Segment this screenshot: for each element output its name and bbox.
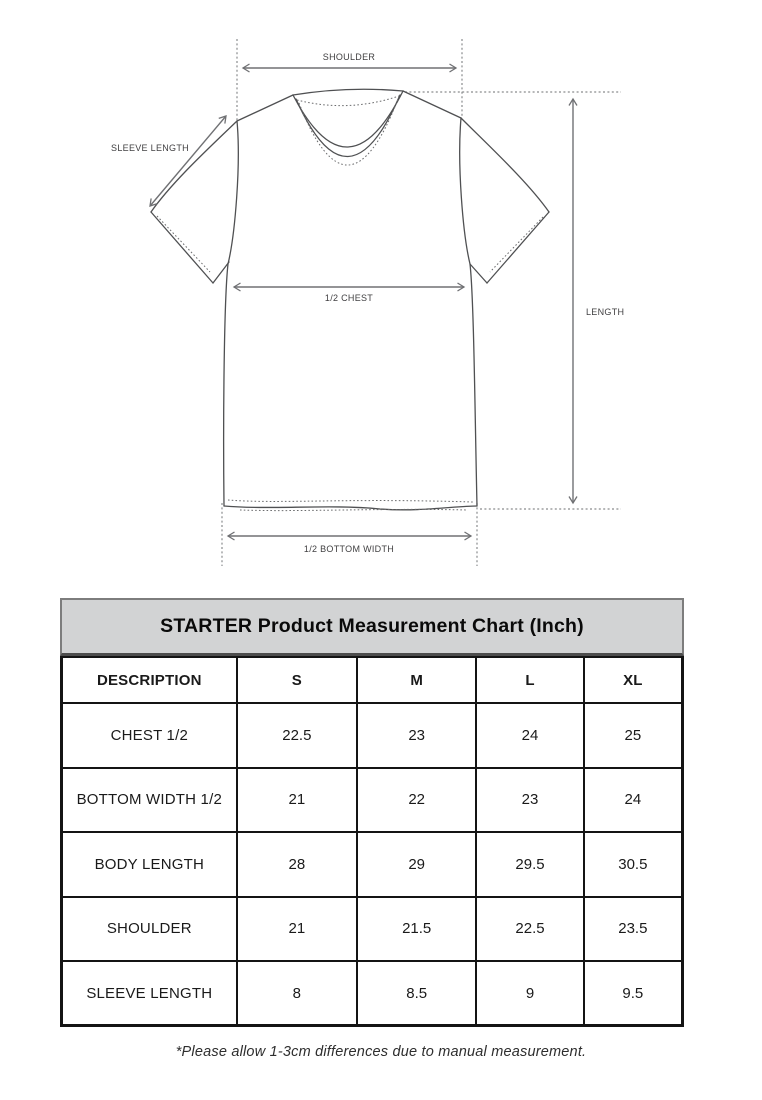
stitch-hem-lower xyxy=(240,509,468,510)
cell-value: 9.5 xyxy=(584,961,683,1026)
half-chest-label: 1/2 CHEST xyxy=(324,293,374,303)
cell-value: 22.5 xyxy=(237,703,357,768)
cell-value: 8.5 xyxy=(357,961,476,1026)
stitch-hem-upper xyxy=(228,500,473,502)
sleeve-length-arrow xyxy=(150,116,226,206)
measurement-table xyxy=(60,656,684,1027)
stitch-lines xyxy=(157,96,543,511)
cell-value: 21.5 xyxy=(357,897,476,962)
cell-value: 22.5 xyxy=(476,897,583,962)
table-row-sleeve-length xyxy=(62,961,683,1026)
body-side-left xyxy=(224,121,239,506)
cell-value: 29.5 xyxy=(476,832,583,897)
col-header-s: S xyxy=(237,657,357,703)
guide-lines xyxy=(222,39,621,566)
table-row-bottom-width xyxy=(62,768,683,833)
sleeve-right-opening xyxy=(487,212,549,283)
table-row-body-length xyxy=(62,832,683,897)
stitch-collar-back xyxy=(297,96,399,106)
shoulder-seam-left xyxy=(237,95,293,121)
row-label: SHOULDER xyxy=(62,897,237,962)
table-title: STARTER Product Measurement Chart (Inch) xyxy=(60,598,684,656)
col-header-xl: XL xyxy=(584,657,683,703)
cell-value: 24 xyxy=(584,768,683,833)
cell-value: 8 xyxy=(237,961,357,1026)
cell-value: 24 xyxy=(476,703,583,768)
shoulder-seam-right xyxy=(403,91,461,118)
cell-value: 9 xyxy=(476,961,583,1026)
collar-front-outer xyxy=(293,91,403,147)
cell-value: 28 xyxy=(237,832,357,897)
length-label: LENGTH xyxy=(586,307,625,317)
stitch-sleeve-right xyxy=(490,217,543,272)
cell-value: 23 xyxy=(357,703,476,768)
cell-value: 21 xyxy=(237,768,357,833)
stitch-sleeve-left xyxy=(157,216,210,272)
cell-value: 30.5 xyxy=(584,832,683,897)
sleeve-right-underarm xyxy=(470,264,487,283)
sleeve-right-outer xyxy=(461,118,549,212)
col-header-description: DESCRIPTION xyxy=(62,657,237,703)
col-header-m: M xyxy=(357,657,476,703)
collar-back-top xyxy=(293,89,403,95)
col-header-l: L xyxy=(476,657,583,703)
cell-value: 23.5 xyxy=(584,897,683,962)
shoulder-label: SHOULDER xyxy=(322,52,376,62)
row-label: SLEEVE LENGTH xyxy=(62,961,237,1026)
footnote-area xyxy=(0,1043,762,1061)
sleeve-left-outer xyxy=(151,121,237,212)
body-side-right xyxy=(460,118,477,506)
table-row-shoulder xyxy=(62,897,683,962)
cell-value: 22 xyxy=(357,768,476,833)
cell-value: 29 xyxy=(357,832,476,897)
table-row-chest xyxy=(62,703,683,768)
row-label: BOTTOM WIDTH 1/2 xyxy=(62,768,237,833)
cell-value: 25 xyxy=(584,703,683,768)
footnote: *Please allow 1-3cm differences due to manual measurement. xyxy=(175,1044,587,1060)
half-bottom-width-label: 1/2 BOTTOM WIDTH xyxy=(303,544,395,554)
row-label: CHEST 1/2 xyxy=(62,703,237,768)
cell-value: 23 xyxy=(476,768,583,833)
sleeve-length-label: SLEEVE LENGTH xyxy=(111,143,189,153)
row-label: BODY LENGTH xyxy=(62,832,237,897)
sleeve-left-opening xyxy=(151,212,213,283)
header-row xyxy=(62,657,683,703)
measurement-chart xyxy=(60,598,684,1027)
cell-value: 21 xyxy=(237,897,357,962)
